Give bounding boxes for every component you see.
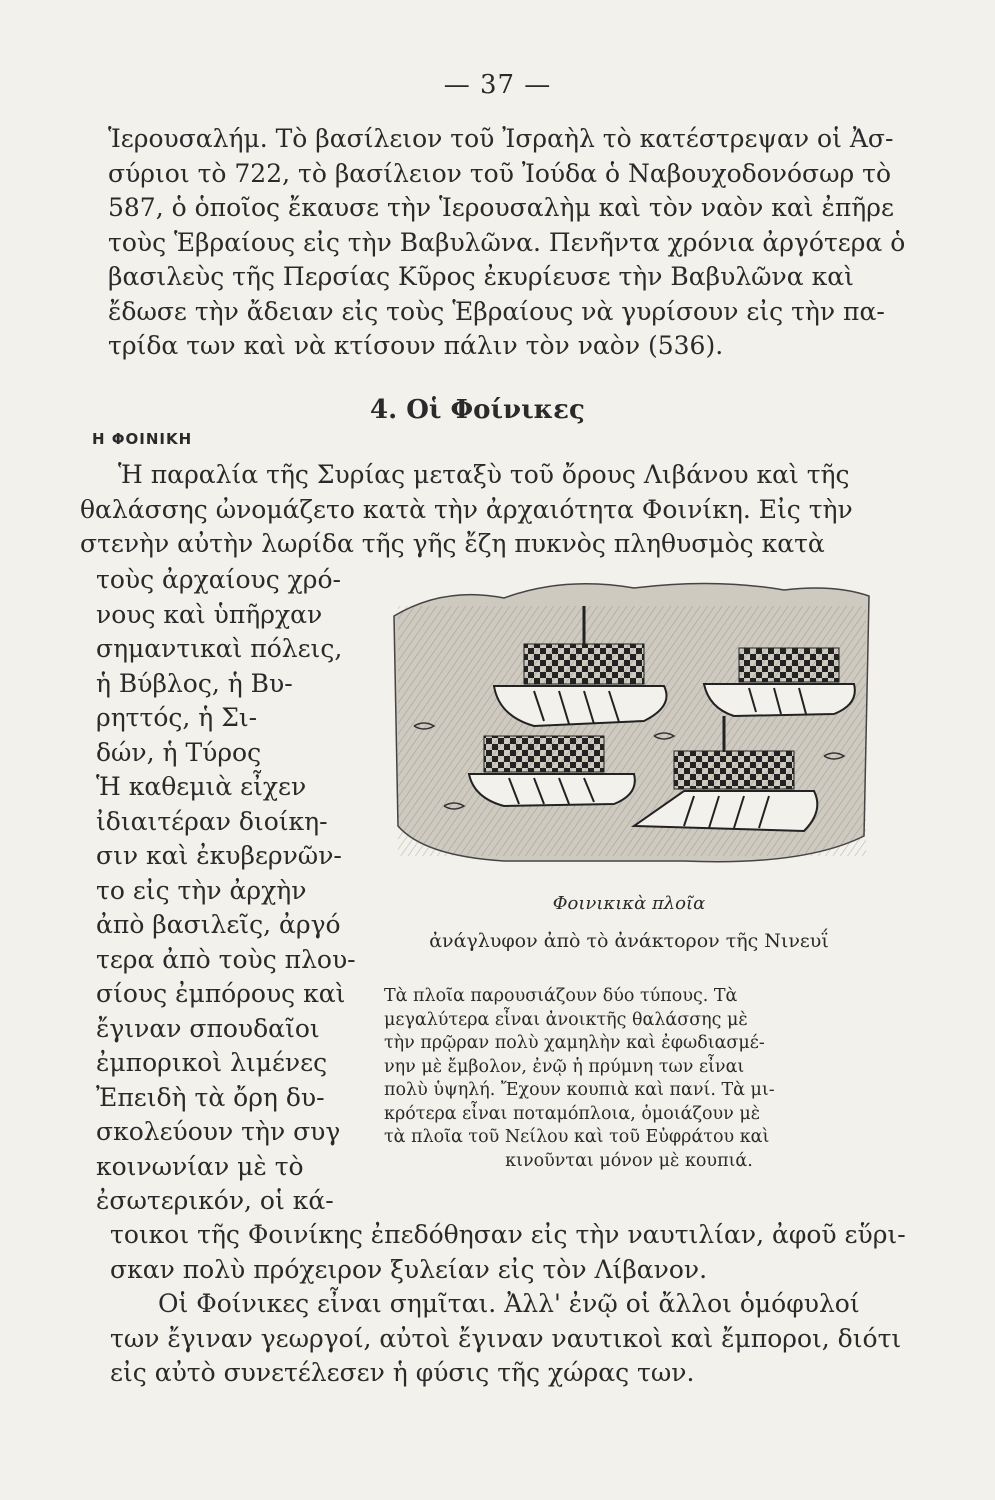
text-line: των ἔγιναν γεωργοί, αὐτοὶ ἔγιναν ναυτικοὶ καὶ ἔμποροι, διότι [110,1323,902,1353]
caption-line: νην μὲ ἔμβολον, ἐνῷ ἡ πρύμνη των εἶναι [384,1056,745,1077]
text-line: τοικοι τῆς Φοινίκης ἐπεδόθησαν εἰς τὴν ναυτιλίαν, ἀφοῦ εὕρι- [110,1220,906,1249]
text-line: βασιλεὺς τῆς Περσίας Κῦρος ἐκυρίευσε τὴν Βαβυλῶνα καὶ [108,262,854,291]
figure-caption-body [384,985,874,1173]
full-width-paragraph [80,458,872,562]
text-line: ἰδιαιτέραν διοίκη- [96,806,328,836]
text-line: ἐσωτερικόν, οἱ κά- [96,1186,334,1215]
phoenician-ships-relief-illustration [384,576,874,876]
text-line: θαλάσσης ὠνομάζετο κατὰ τὴν ἀρχαιότητα Φοινίκη. Εἰς τὴν [80,494,853,524]
text-line: Ἱερουσαλήμ. Τὸ βασίλειον τοῦ Ἰσραὴλ τὸ κατέστρεψαν οἱ Ἀσ- [108,124,894,153]
text-line: ἐμπορικοὶ λιμένες [96,1048,328,1077]
text-line: σημαντικαὶ πόλεις, [96,634,343,663]
figure-caption-title: Φοινικικὰ πλοῖα [552,893,706,914]
text-line: στενὴν αὐτὴν λωρίδα τῆς γῆς ἔζη πυκνὸς πληθυσμὸς κατὰ [80,529,825,558]
text-line: ἀπὸ βασιλεῖς, ἀργό [96,910,341,939]
text-line: δών, ἡ Τύρος [96,737,262,767]
text-line: ἡ Βύβλος, ἡ Βυ- [96,668,293,698]
text-line: 587, ὁ ὁποῖος ἔκαυσε τὴν Ἱερουσαλὴμ καὶ τὸν ναὸν καὶ ἐπῆρε [108,193,894,222]
text-line: Οἱ Φοίνικες εἶναι σημῖται. Ἀλλ' ἐνῷ οἱ ἄλλοι ὁμόφυλοί [158,1289,860,1318]
text-line: κοινωνίαν μὲ τὸ [96,1151,304,1181]
caption-line: κινοῦνται μόνον μὲ κουπιά. [505,1150,753,1171]
text-line: ρηττός, ἡ Σι- [96,703,258,732]
text-line: σύριοι τὸ 722, τὸ βασίλειον τοῦ Ἰούδα ὁ Ναβουχοδονόσωρ τὸ [108,158,891,188]
text-line: τερα ἀπὸ τοὺς πλου- [96,944,356,974]
caption-line: μεγαλύτερα εἶναι ἀνοικτῆς θαλάσσης μὲ [384,1009,748,1030]
text-line: τοὺς Ἑβραίους εἰς τὴν Βαβυλῶνα. Πενῆντα χρόνια ἀργότερα ὁ [108,227,906,257]
section-heading: 4. Οἱ Φοίνικες [370,395,585,425]
text-line: το εἰς τὴν ἀρχὴν [96,875,307,905]
narrow-column [96,563,364,1219]
text-line: ἔγιναν σπουδαῖοι [96,1013,320,1043]
text-line: ἔδωσε τὴν ἄδειαν εἰς τοὺς Ἑβραίους νὰ γυρίσουν εἰς τὴν πα- [108,296,885,326]
text-line: σίους ἐμπόρους καὶ [96,979,346,1008]
bottom-paragraph [110,1218,906,1391]
margin-label: Η ΦΟΙΝΙΚΗ [92,430,193,448]
caption-line: Τὰ πλοῖα παρουσιάζουν δύο τύπους. Τὰ [384,986,738,1006]
page-number: — 37 — [443,70,552,100]
caption-line: κρότερα εἶναι ποταμόπλοια, ὁμοιάζουν μὲ [384,1103,761,1124]
text-line: νους καὶ ὑπῆρχαν [96,599,323,629]
text-line: Ἐπειδὴ τὰ ὄρη δυ- [96,1082,325,1112]
text-line: τοὺς ἀρχαίους χρό- [96,565,341,594]
text-line: σκολεύουν τὴν συγ [96,1117,341,1146]
text-line: τρίδα των καὶ νὰ κτίσουν πάλιν τὸν ναὸν (536). [108,331,724,360]
caption-line: τὰ πλοῖα τοῦ Νείλου καὶ τοῦ Εὐφράτου καὶ [384,1127,770,1147]
text-line: Ἡ καθεμιὰ εἶχεν [96,772,307,801]
caption-line: τὴν πρῷραν πολὺ χαμηλὴν καὶ ἐφωδιασμέ- [384,1033,765,1053]
text-line: Ἡ παραλία τῆς Συρίας μεταξὺ τοῦ ὄρους Λιβάνου καὶ τῆς [118,460,850,489]
caption-line: πολὺ ὑψηλή. Ἔχουν κουπιὰ καὶ πανί. Τὰ μι- [384,1080,775,1100]
text-line: σιν καὶ ἐκυβερνῶν- [96,841,342,870]
figure-caption-source: ἀνάγλυφον ἀπὸ τὸ ἀνάκτορον τῆς Νινευΐ [429,930,829,952]
top-paragraph [108,122,906,364]
text-line: εἰς αὐτὸ συνετέλεσεν ἡ φύσις τῆς χώρας των. [110,1358,695,1387]
text-line: σκαν πολὺ πρόχειρον ξυλείαν εἰς τὸν Λίβανον. [110,1254,708,1284]
